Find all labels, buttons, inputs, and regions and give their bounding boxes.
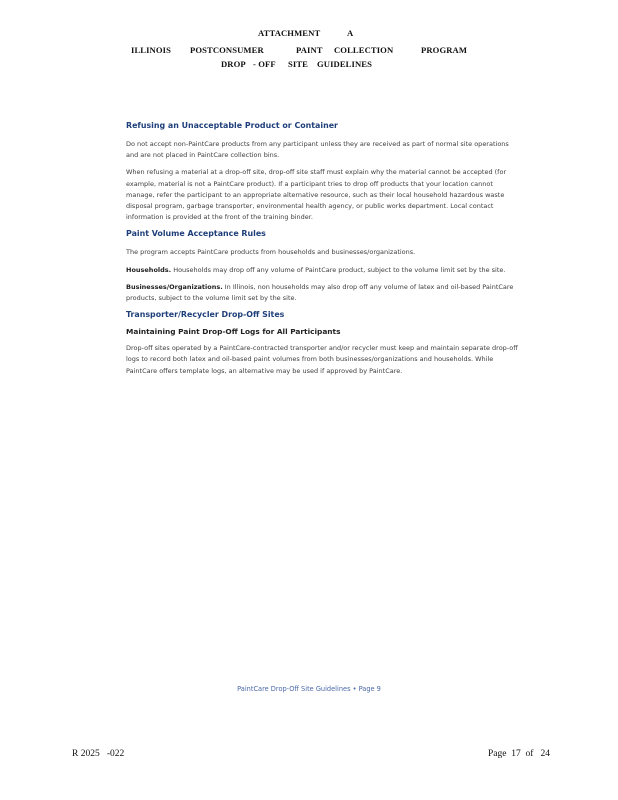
- header-site: SITE: [288, 59, 308, 69]
- header-drop: DROP: [221, 59, 246, 69]
- embedded-guidelines-page: [126, 120, 518, 383]
- section-heading-refusing: Refusing an Unacceptable Product or Container: [126, 121, 338, 130]
- page-current: 17: [511, 749, 521, 759]
- header-program: PROGRAM: [421, 45, 468, 55]
- page-total: 24: [540, 749, 551, 759]
- paragraph-volume-1: The program accepts PaintCare products from households and businesses/organizations.: [126, 248, 416, 257]
- section-heading-transporter: Transporter/Recycler Drop-Off Sites: [126, 310, 285, 320]
- households-text: Households may drop off any volume of PaintCare product, subject to the volume limit set by the site.: [171, 265, 506, 274]
- paragraph-refusing-1: Do not accept non-PaintCare products from any participant unless they are received as part of normal site operations and are not placed in PaintCare collection bins.: [126, 140, 509, 160]
- subheading-drop-off-logs: Maintaining Paint Drop-Off Logs for All Participants: [126, 327, 341, 337]
- paragraph-businesses: [126, 282, 518, 304]
- page-label: Page: [488, 749, 507, 759]
- paragraph-drop-off-logs: Drop-off sites operated by a PaintCare-contracted transporter and/or recycler must keep and maintain separate drop-off logs to record both latex and oil-based paint volumes from both businesses/organizations and households. While PaintCare offers template logs, an alternative may be used if approved by PaintCare.: [126, 344, 518, 375]
- header-illinois: ILLINOIS: [131, 45, 171, 55]
- header-off: - OFF: [253, 59, 276, 69]
- paragraph-refusing-2: When refusing a material at a drop-off site, drop-off site staff must explain why the material cannot be accepted (for example, material is not a PaintCare product). If a participant tries to drop off products that your location cannot manage, refer the participant to an appropriate alternative resource, such as their local household hazardous waste disposal program, garbage transporter, environmental health agency, or public works department. Local contact information is provided at the front of the training binder.: [126, 168, 507, 222]
- header-postconsumer: POSTCONSUMER: [190, 45, 264, 55]
- document-id-number: -022: [106, 749, 125, 759]
- businesses-label: Businesses/Organizations.: [126, 282, 223, 291]
- section-heading-volume-rules: Paint Volume Acceptance Rules: [126, 229, 266, 239]
- header-collection: COLLECTION: [334, 45, 394, 55]
- header-attachment-letter: A: [347, 28, 354, 38]
- header-paint: PAINT: [296, 45, 323, 55]
- households-label: Households.: [126, 265, 172, 274]
- header-guidelines: GUIDELINES: [317, 59, 372, 69]
- document-id-year: R 2025: [72, 749, 100, 759]
- document-id: [72, 749, 124, 759]
- header-attachment-word: ATTACHMENT: [258, 28, 321, 38]
- page-of-label: of: [525, 749, 534, 759]
- page-number: [488, 749, 550, 759]
- paragraph-households: [126, 265, 518, 276]
- businesses-text: In Illinois, non households may also drop off any volume of latex and oil-based PaintCare products, subject to the volume limit set by the site.: [126, 282, 514, 303]
- embedded-page-footer: PaintCare Drop-Off Site Guidelines • Page 9: [237, 685, 381, 693]
